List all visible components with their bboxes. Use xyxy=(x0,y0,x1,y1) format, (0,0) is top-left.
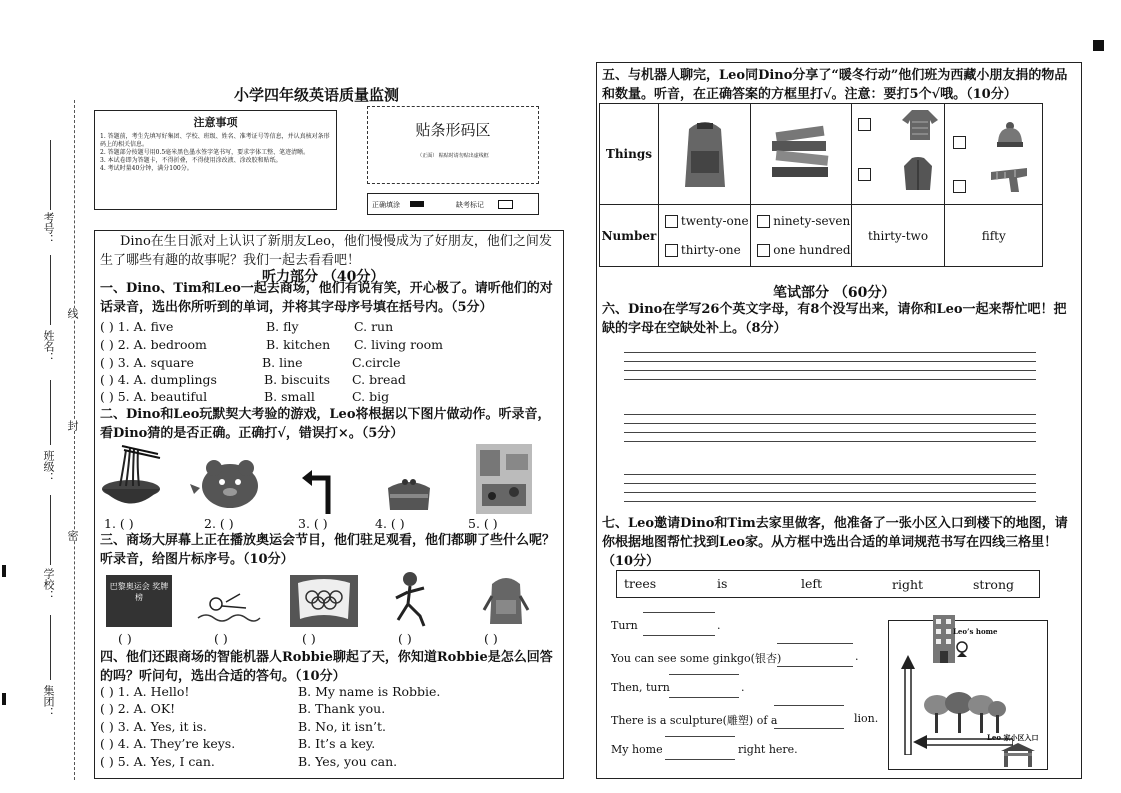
screen-text: 巴黎奥运会 奖牌榜 xyxy=(109,582,169,602)
q1-option-b: B. kitchen xyxy=(266,337,331,352)
q4-option-a[interactable]: ( ) 3. A. Yes, it is. xyxy=(100,719,207,734)
turn-left-arrow-image xyxy=(300,466,340,516)
q4-option-b: B. No, it isn’t. xyxy=(298,719,386,734)
sentence-2-end: . xyxy=(855,650,859,663)
group-field[interactable] xyxy=(50,615,51,680)
community-map xyxy=(888,620,1048,770)
exam-no-field[interactable] xyxy=(50,140,51,210)
q7-text: 七、Leo邀请Dino和Tim去家里做客，他准备了一张小区入口到楼下的地图，请你根据地图帮忙找到Leo家。从方框中选出合适的单词规范书写在四线三格里！（10分） xyxy=(602,516,1068,569)
hat-checkbox[interactable] xyxy=(953,136,966,149)
q1-option-c: C. big xyxy=(352,389,390,404)
sentence-5-end: right here. xyxy=(738,743,798,756)
noodles-image xyxy=(100,444,162,514)
number-cell-2 xyxy=(751,205,851,267)
seal-line-label: 线 xyxy=(66,308,79,319)
q1-option-c: C. run xyxy=(354,319,394,334)
alignment-mark xyxy=(2,693,6,705)
sentence-1-end: . xyxy=(717,619,721,632)
barcode-sub: （正面） 粘贴时请勿贴出虚线框 xyxy=(417,153,489,159)
messy-room-image xyxy=(476,444,532,514)
intro-text: Dino在生日派对上认识了新朋友Leo，他们慢慢成为了好朋友，他们之间发生了哪些有趣的故事呢？我们一起去看看吧！ xyxy=(100,234,552,268)
q6-text: 六、Dino在学写26个英文字母，有8个没写出来，请你和Leo一起来帮忙吧！把缺的字母在空缺处补上。（8分） xyxy=(602,302,1067,336)
q3-answer-2[interactable]: ( ) xyxy=(214,631,228,646)
sentence-5 xyxy=(611,734,881,760)
class-field[interactable] xyxy=(50,380,51,445)
number-cell-3: thirty-two xyxy=(851,205,945,267)
q3-answer-1[interactable]: ( ) xyxy=(118,631,132,646)
word-bank xyxy=(616,570,1040,598)
q1-text: 一、Dino、Tim和Leo一起去商场，他们有说有笑，开心极了。请听他们的对话录音，选出你所听到的单词，并将其字母序号填在括号内。（5分） xyxy=(100,281,553,315)
sentence-3-end: . xyxy=(741,681,745,694)
things-label: Things xyxy=(600,104,659,205)
sentence-5-start: My home xyxy=(611,743,663,756)
answer-blank-5[interactable] xyxy=(665,736,735,760)
word-trees: trees xyxy=(624,576,657,591)
q4-option-a[interactable]: ( ) 4. A. They’re keys. xyxy=(100,736,236,751)
q1-row xyxy=(100,354,555,372)
olympic-flag-image xyxy=(290,575,358,627)
sentence-3 xyxy=(611,672,881,698)
seal-seal-label: 封 xyxy=(66,420,79,431)
backpack-item-image xyxy=(675,115,735,191)
number-cell-1 xyxy=(658,205,750,267)
name-label: 姓名： xyxy=(42,330,55,363)
q4-option-b: B. My name is Robbie. xyxy=(298,684,441,699)
q1-option-b: B. biscuits xyxy=(264,372,331,387)
q2-answer-3[interactable]: 3. ( ) xyxy=(298,516,328,531)
option-checkbox[interactable] xyxy=(757,215,770,228)
sweater-item-image xyxy=(902,108,938,142)
group-label: 集团： xyxy=(42,685,55,718)
coat-item-image xyxy=(902,156,934,192)
q1-option-b: B. line xyxy=(262,355,303,370)
q1-option-a[interactable]: ( ) 2. A. bedroom xyxy=(100,337,207,352)
option-one-hundred: one hundred xyxy=(773,242,851,257)
school-label: 学校： xyxy=(42,568,55,601)
school-field[interactable] xyxy=(50,495,51,565)
writing-title: 笔试部分 （60分） xyxy=(773,285,896,301)
hat-item-image xyxy=(995,122,1025,148)
books-cell xyxy=(751,104,851,205)
q1-option-c: C. bread xyxy=(352,372,406,387)
q3-answer-5[interactable]: ( ) xyxy=(484,631,498,646)
q5-text: 五、与机器人聊完，Leo同Dino分享了“暖冬行动”他们班为西藏小朋友捐的物品和数量。听音，在正确答案的方框里打√。注意：要打5个√哦。（10分） xyxy=(602,68,1068,102)
q1-row xyxy=(100,318,555,336)
q1-option-a[interactable]: ( ) 3. A. square xyxy=(100,355,194,370)
q4-option-a[interactable]: ( ) 5. A. Yes, I can. xyxy=(100,754,215,769)
alphabet-grid-1[interactable] xyxy=(624,352,1036,382)
sentence-2-start: You can see some ginkgo(银杏) xyxy=(611,652,782,665)
q1-row xyxy=(100,336,555,354)
class-label: 班级： xyxy=(42,450,55,483)
q4-row xyxy=(100,735,555,753)
fill-legend xyxy=(367,193,539,215)
barcode-label: 贴条形码区 xyxy=(415,121,491,139)
word-right: right xyxy=(892,577,924,592)
option-ninety-seven: ninety-seven xyxy=(773,213,851,228)
sweater-coat-cell xyxy=(851,104,945,205)
option-twenty-one: twenty-one xyxy=(680,213,749,228)
hat-scarf-cell xyxy=(945,104,1043,205)
number-label: Number xyxy=(600,205,659,267)
binding-strip xyxy=(0,0,90,793)
alphabet-grid-2[interactable] xyxy=(624,414,1036,444)
q4-row xyxy=(100,753,555,771)
swimmer-image xyxy=(196,590,262,628)
answer-blank-3[interactable] xyxy=(669,674,739,698)
person-pin-icon xyxy=(955,641,969,659)
entrance-label: Leo 家小区入口 xyxy=(987,733,1039,742)
q3-answer-3[interactable]: ( ) xyxy=(302,631,316,646)
q1-option-a[interactable]: ( ) 4. A. dumplings xyxy=(100,372,217,387)
word-strong: strong xyxy=(973,577,1014,592)
leo-home-building-image xyxy=(931,613,957,665)
q4-option-a[interactable]: ( ) 2. A. OK! xyxy=(100,701,176,716)
option-checkbox[interactable] xyxy=(665,244,678,257)
ginkgo-trees-image xyxy=(923,691,1007,735)
q4-row xyxy=(100,718,555,736)
missing-mark[interactable] xyxy=(498,200,513,209)
answer-blank-1[interactable] xyxy=(643,612,715,636)
answer-blank-2[interactable] xyxy=(777,643,853,667)
listening-title: 听力部分 （40分） xyxy=(262,269,385,285)
answer-blank-4[interactable] xyxy=(774,705,844,729)
notice-item: 3. 本试卷即为答题卡，不得折叠，不得使用涂改液、涂改胶和贴纸。 xyxy=(100,157,282,164)
scarf-item-image xyxy=(989,166,1029,194)
q2-answer-2[interactable]: 2. ( ) xyxy=(204,516,234,531)
alphabet-grid-3[interactable] xyxy=(624,474,1036,504)
barcode-box xyxy=(367,106,539,184)
q3-answer-4[interactable]: ( ) xyxy=(398,631,412,646)
sentence-3-start: Then, turn xyxy=(611,681,670,694)
word-is: is xyxy=(717,576,728,591)
q1-option-c: C. living room xyxy=(354,337,444,352)
q1-option-a[interactable]: ( ) 1. A. five xyxy=(100,319,174,334)
leo-home-label: Leo’s home xyxy=(953,627,998,636)
q1-option-b: B. small xyxy=(264,389,315,404)
word-left: left xyxy=(801,576,823,591)
q3-labels xyxy=(118,630,558,648)
number-cell-4: fifty xyxy=(945,205,1043,267)
correct-fill-mark xyxy=(410,201,424,207)
q2-text: 二、Dino和Leo玩默契大考验的游戏，Leo将根据以下图片做动作。听录音，看Dino猜的是否正确。正确打√，错误打×。（5分） xyxy=(100,407,551,441)
q4-option-a[interactable]: ( ) 1. A. Hello! xyxy=(100,684,190,699)
q3-text: 三、商场大屏幕上正在播放奥运会节目，他们驻足观看，他们都聊了些什么呢？听录音，给图片标序号。（10分） xyxy=(100,533,556,567)
notice-item: 4. 考试时量40分钟，满分100分。 xyxy=(100,165,193,172)
notice-box xyxy=(94,110,337,210)
q4-option-b: B. Thank you. xyxy=(298,701,386,716)
correct-fill-label: 正确填涂 xyxy=(372,201,400,209)
q4-row xyxy=(100,683,555,701)
sentence-2 xyxy=(611,641,881,667)
bear-image xyxy=(190,458,262,512)
scarf-checkbox[interactable] xyxy=(953,180,966,193)
option-checkbox[interactable] xyxy=(665,215,678,228)
notice-item: 1. 答题前，考生先填写好集团、学校、班级、姓名、准考证号等信息，并认真核对条形码上的相关信息。 xyxy=(100,133,330,148)
name-field[interactable] xyxy=(50,255,51,325)
sentence-4-start: There is a sculpture(雕塑) of a xyxy=(611,714,778,727)
page-title: 小学四年级英语质量监测 xyxy=(234,86,400,104)
q2-answer-1[interactable]: 1. ( ) xyxy=(104,516,134,531)
coat-checkbox[interactable] xyxy=(858,168,871,181)
option-thirty-one: thirty-one xyxy=(680,242,741,257)
backpack-cell xyxy=(658,104,750,205)
corner-mark xyxy=(1093,40,1104,51)
q2-answer-4[interactable]: 4. ( ) xyxy=(375,516,405,531)
q4-option-b: B. It’s a key. xyxy=(298,736,376,751)
seal-secret-label: 密 xyxy=(66,530,79,541)
missing-label: 缺考标记 xyxy=(456,201,484,209)
q4-text: 四、他们还跟商场的智能机器人Robbie聊起了天，你知道Robbie是怎么回答的吗？听问句，选出合适的答句。（10分） xyxy=(100,650,553,684)
q1-option-a[interactable]: ( ) 5. A. beautiful xyxy=(100,389,208,404)
alignment-mark xyxy=(2,565,6,577)
option-checkbox[interactable] xyxy=(757,244,770,257)
backpack-image xyxy=(480,570,532,628)
q1-row xyxy=(100,388,555,406)
books-item-image xyxy=(768,125,834,181)
entrance-gate-image xyxy=(1001,743,1035,767)
binding-line xyxy=(74,100,75,780)
notice-item: 2. 答题部分按题号用0.5毫米黑色墨水签字笔书写，要求字体工整、笔迹清晰。 xyxy=(100,149,310,156)
medal-table-screen-image xyxy=(106,575,172,627)
q4-option-b: B. Yes, you can. xyxy=(298,754,398,769)
q1-option-c: C.circle xyxy=(352,355,401,370)
sentence-4-end: lion. xyxy=(854,712,879,725)
sentence-1-start: Turn xyxy=(611,619,638,632)
runner-image xyxy=(388,570,434,628)
donation-table xyxy=(599,103,1043,267)
q4-row xyxy=(100,700,555,718)
q1-option-b: B. fly xyxy=(266,319,299,334)
notice-title: 注意事项 xyxy=(193,116,238,129)
q2-answer-5[interactable]: 5. ( ) xyxy=(468,516,498,531)
exam-no-label: 考号： xyxy=(42,212,55,245)
purse-image xyxy=(384,474,434,512)
sweater-checkbox[interactable] xyxy=(858,118,871,131)
q1-row xyxy=(100,371,555,389)
sentence-4 xyxy=(611,703,881,729)
sentence-1 xyxy=(611,610,881,636)
